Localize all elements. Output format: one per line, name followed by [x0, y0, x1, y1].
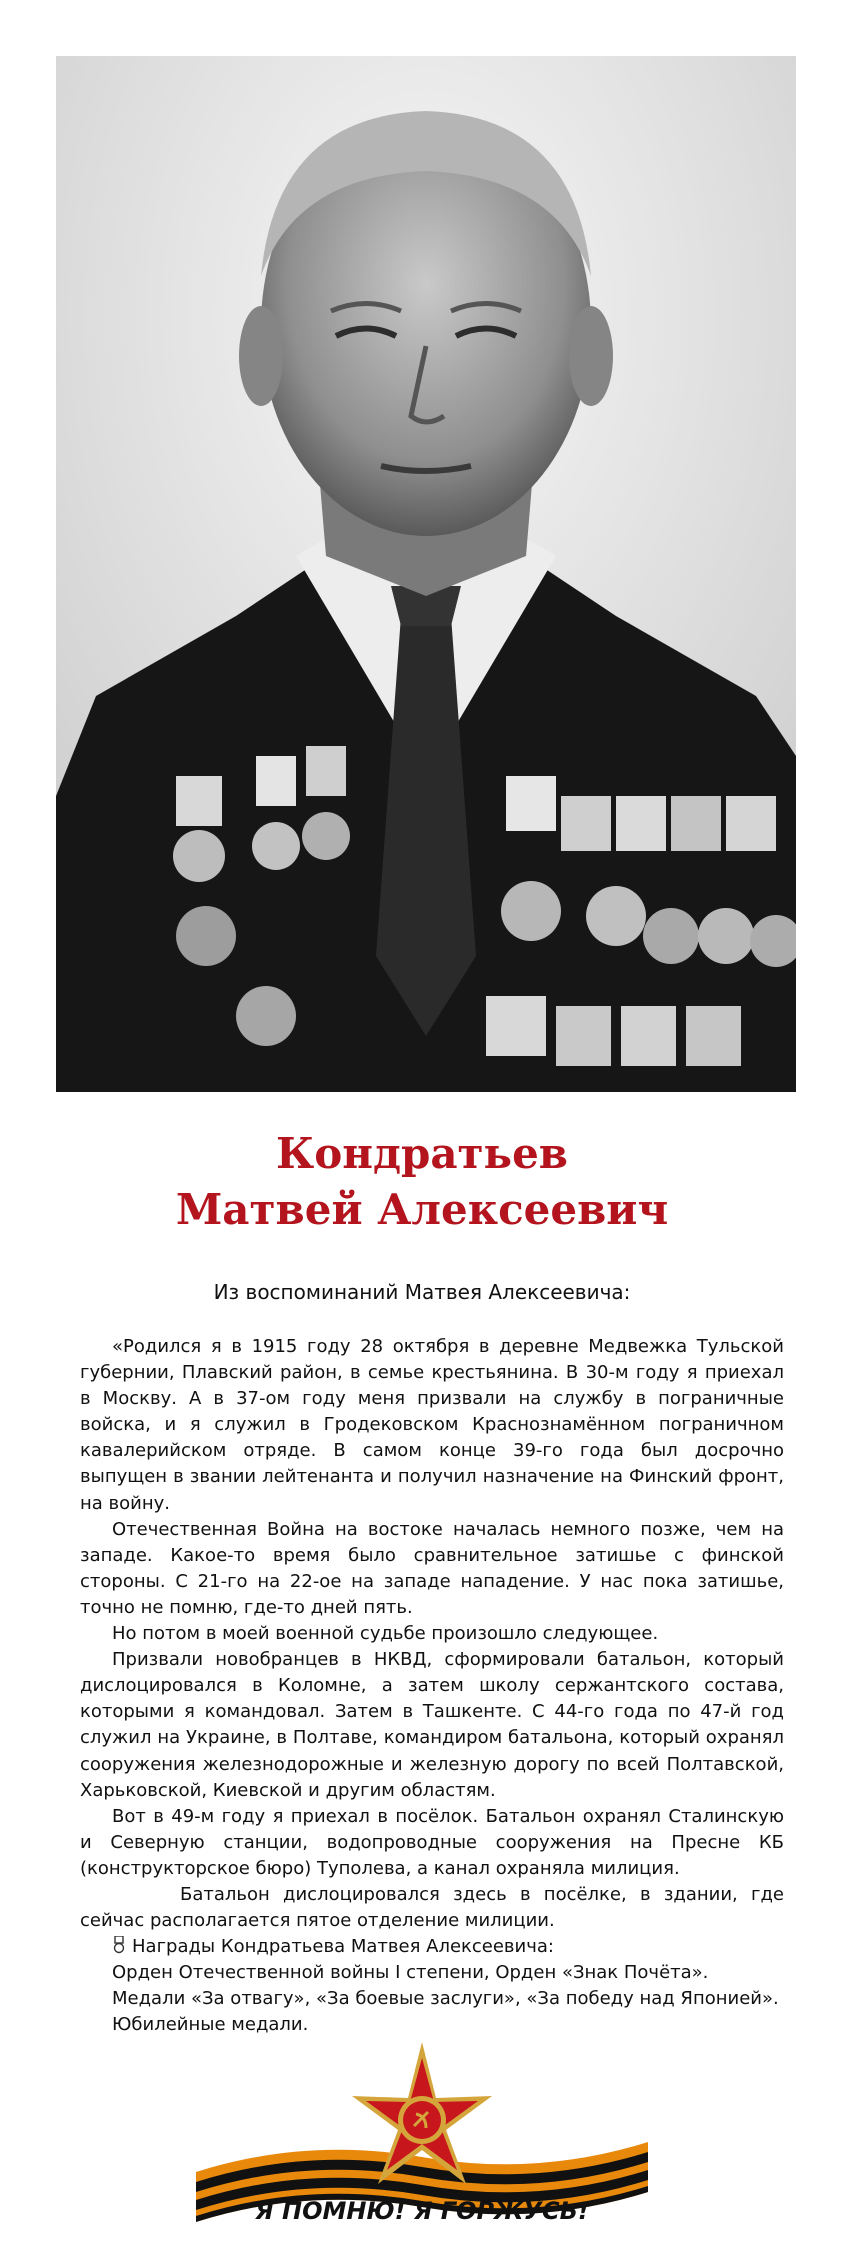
portrait-illustration: [56, 56, 796, 1092]
awards-block: [80, 1934, 784, 2038]
paragraph-war-east: Отечественная Война на востоке началась немного позже, чем на западе. Какое-то время было сравнительное затишье с финской стороны. С 21-го на 22-ое на западе нападение. У нас пока затишье, точно не помню, где-то дней пять.: [80, 1518, 784, 1618]
memoir-text: [80, 1334, 784, 2039]
awards-heading-row: [112, 1934, 784, 1960]
awards-heading: Награды Кондратьева Матвея Алексеевича:: [132, 1936, 554, 1958]
awards-line-orders: Орден Отечественной войны I степени, Орден «Знак Почёта».: [112, 1962, 709, 1984]
slogan-text: Я ПОМНЮ! Я ГОРЖУСЬ!: [255, 2197, 589, 2225]
paragraph-nkvd: Призвали новобранцев в НКВД, сформировали батальон, который дислоцировался в Коломне, а затем школу сержантского состава, которыми я командовал. Затем в Ташкенте. С 44-го года по 47-й год служил на Украине, в Полтаве, командиром батальона, который охранял сооружения железнодорожные и железную дорогу по всей Полтавской, Харьковской, Киевской и другим областям.: [80, 1649, 784, 1801]
memoir-subtitle: Из воспоминаний Матвея Алексеевича:: [213, 1280, 631, 1304]
portrait-photo: [56, 56, 796, 1092]
awards-line-jubilee: Юбилейные медали.: [112, 2014, 309, 2036]
title-given-names: Матвей Алексеевич: [175, 1185, 669, 1234]
paragraph-birth: «Родился я в 1915 году 28 октября в деревне Медвежка Тульской губернии, Плавский район, в семье крестьянина. В 30-м году я приехал в Москву. А в 37-ом году меня призвали на службу в пограничные войска, и я служил в Гродековском Краснознамённом пограничном кавалерийском отряде. В самом конце 39-го года был досрочно выпущен в звании лейтенанта и получил назначение на Финский фронт, на войну.: [80, 1336, 784, 1514]
awards-line-medals: Медали «За отвагу», «За боевые заслуги», «За победу над Японией».: [112, 1988, 779, 2010]
paragraph-battalion: Батальон дислоцировался здесь в посёлке, в здании, где сейчас располагается пятое отделение милиции.: [80, 1883, 784, 1932]
medal-icon: [112, 1936, 126, 1954]
title-surname: Кондратьев: [276, 1129, 568, 1178]
paragraph-fate: Но потом в моей военной судьбе произошло следующее.: [112, 1623, 659, 1645]
paragraph-settlement: Вот в 49-м году я приехал в посёлок. Батальон охранял Сталинскую и Северную станции, водопроводные сооружения на Пресне КБ (конструкторское бюро) Туполева, а канал охраняла милиция.: [80, 1805, 784, 1879]
